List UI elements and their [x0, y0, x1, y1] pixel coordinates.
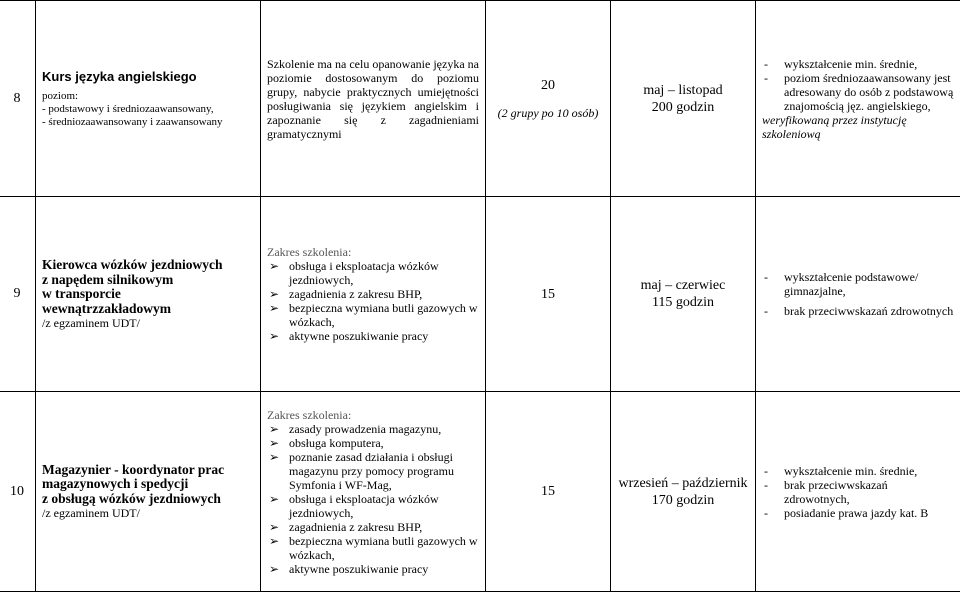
scope-item: ➢ aktywne poszukiwanie pracy [267, 329, 479, 343]
course-title-line: z obsługą wózków jezdniowych [42, 492, 254, 507]
scope-item: ➢ zasady prowadzenia magazynu, [267, 422, 479, 436]
scope-item: ➢ zagadnienia z zakresu BHP, [267, 520, 479, 534]
row-number: 8 [0, 1, 36, 197]
requirements-note: weryfikowaną przez instytucję szkoleniową [762, 113, 955, 141]
course-title-line: w transporcie [42, 287, 254, 302]
term: wrzesień – październik [617, 475, 749, 492]
scope-cell [261, 392, 486, 592]
table-row [0, 197, 960, 392]
term-cell [611, 197, 756, 392]
hours: 200 godzin [617, 99, 749, 116]
description-cell [261, 1, 486, 197]
requirement: - wykształcenie min. średnie, [762, 57, 955, 71]
scope-label: Zakres szkolenia: [267, 408, 479, 422]
table-row [0, 392, 960, 592]
term: maj – czerwiec [617, 277, 749, 294]
scope-label: Zakres szkolenia: [267, 245, 479, 259]
participants-note: (2 grupy po 10 osób) [492, 106, 604, 120]
hours: 170 godzin [617, 492, 749, 509]
table-row [0, 1, 960, 197]
term-cell [611, 392, 756, 592]
requirement: - brak przeciwwskazań zdrowotnych, [762, 478, 955, 506]
scope-item: ➢ obsługa i eksploatacja wózków jezdniowych, [267, 259, 479, 287]
row-number: 9 [0, 197, 36, 392]
term-cell [611, 1, 756, 197]
participants-count: 15 [492, 286, 604, 303]
scope-item: ➢ obsługa i eksploatacja wózków jezdniowych, [267, 492, 479, 520]
requirement: - wykształcenie min. średnie, [762, 464, 955, 478]
course-title-line: Magazynier - koordynator prac [42, 463, 254, 478]
course-title-line: magazynowych i spedycji [42, 477, 254, 492]
scope-item: ➢ bezpieczna wymiana butli gazowych w wózkach, [267, 534, 479, 562]
scope-item: ➢ zagadnienia z zakresu BHP, [267, 287, 479, 301]
requirements-cell [756, 1, 960, 197]
requirements-cell [756, 392, 960, 592]
scope-item: ➢ poznanie zasad działania i obsługi magazynu przy pomocy programu Symfonia i WF-Mag, [267, 450, 479, 492]
course-title: Kurs języka angielskiego [42, 69, 254, 84]
scope-item: ➢ bezpieczna wymiana butli gazowych w wózkach, [267, 301, 479, 329]
hours: 115 godzin [617, 294, 749, 311]
level-item: - podstawowy i średniozaawansowany, [42, 103, 254, 116]
exam-note: /z egzaminem UDT/ [42, 316, 254, 330]
exam-note: /z egzaminem UDT/ [42, 506, 254, 520]
participants-cell [486, 1, 611, 197]
requirement: - wykształcenie podstawowe/ gimnazjalne, [762, 270, 955, 298]
participants-cell [486, 197, 611, 392]
requirement: - poziom średniozaawansowany jest adresowany do osób z podstawową znajomością jęz. angielskiego, [762, 71, 955, 113]
participants-count: 15 [492, 483, 604, 500]
requirement: - brak przeciwwskazań zdrowotnych [762, 304, 955, 318]
level-label: poziom: [42, 90, 254, 103]
course-cell [36, 197, 261, 392]
requirements-cell [756, 197, 960, 392]
scope-item: ➢ obsługa komputera, [267, 436, 479, 450]
course-title-line: z napędem silnikowym [42, 273, 254, 288]
term: maj – listopad [617, 82, 749, 99]
row-number: 10 [0, 392, 36, 592]
requirement: - posiadanie prawa jazdy kat. B [762, 506, 955, 520]
level-item: - średniozaawansowany i zaawansowany [42, 116, 254, 129]
course-title-line: wewnątrzzakładowym [42, 302, 254, 317]
course-cell [36, 392, 261, 592]
course-title-line: Kierowca wózków jezdniowych [42, 258, 254, 273]
course-cell [36, 1, 261, 197]
participants-count: 20 [492, 77, 604, 94]
course-description: Szkolenie ma na celu opanowanie języka na poziomie dostosowanym do poziomu grupy, nabycie praktycznych umiejętności posługiwania się językiem angielskim i zapoznanie się z zagadnieniami gramatycznymi [267, 57, 479, 141]
scope-item: ➢ aktywne poszukiwanie pracy [267, 562, 479, 576]
scope-cell [261, 197, 486, 392]
participants-cell [486, 392, 611, 592]
